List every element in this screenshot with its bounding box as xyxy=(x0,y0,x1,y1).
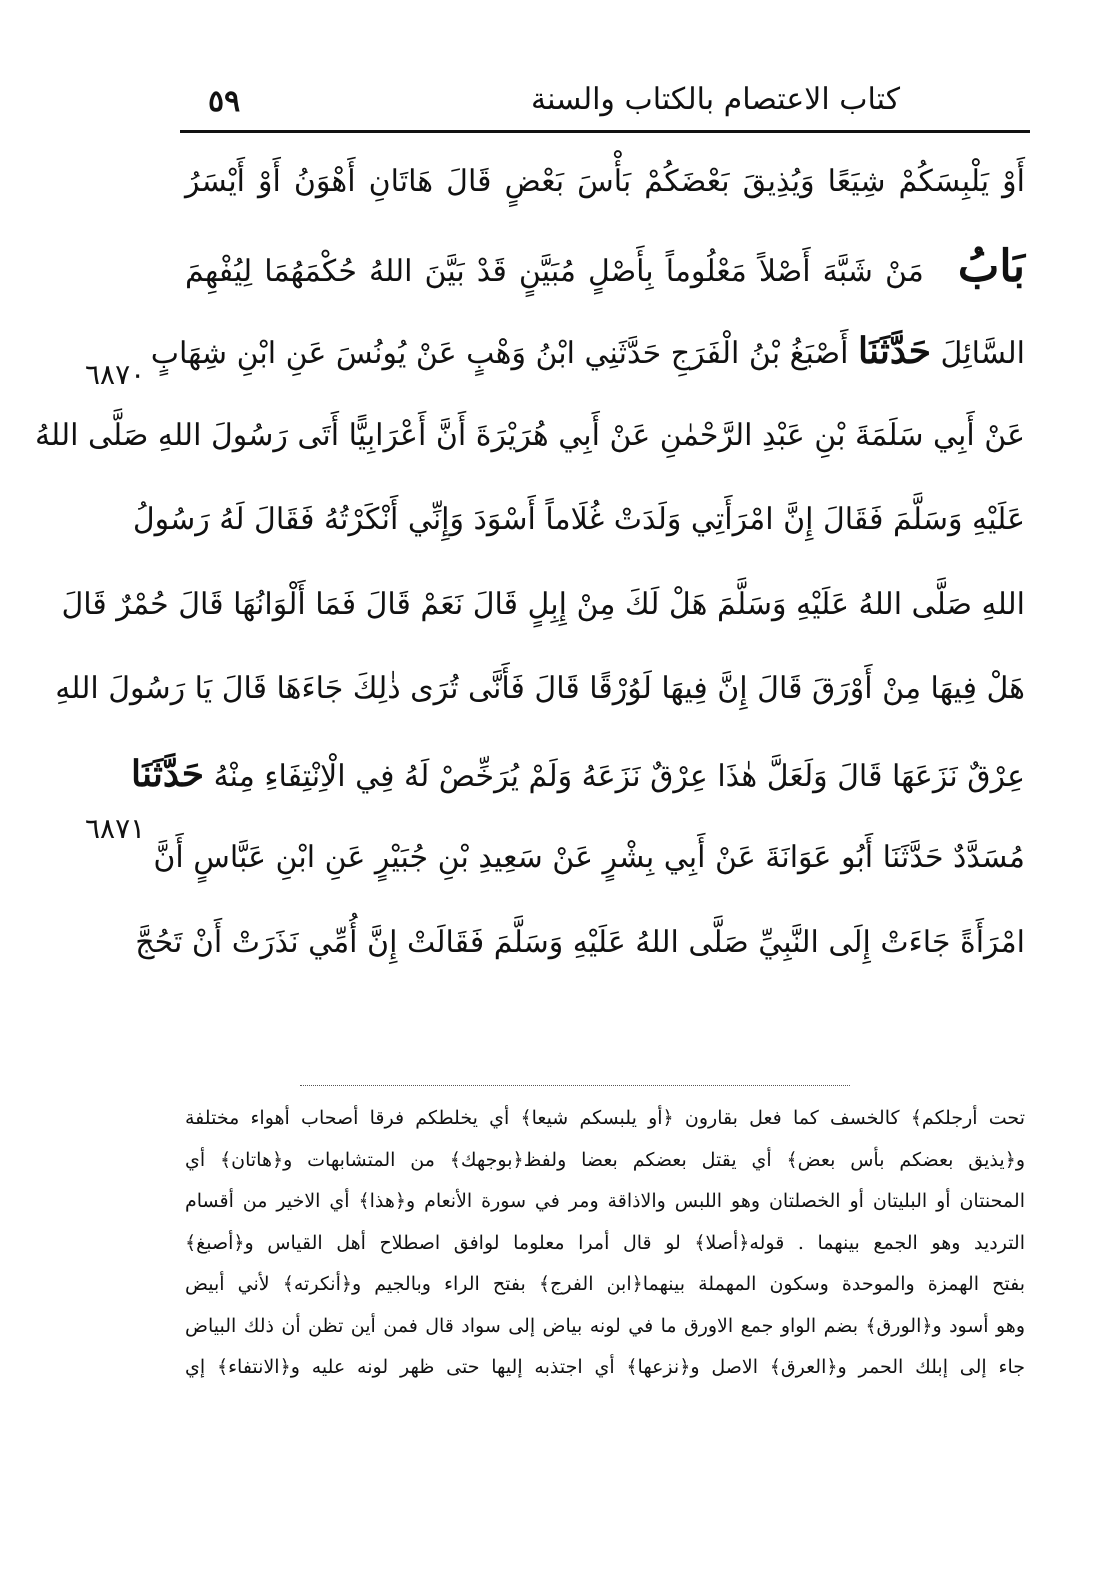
running-header xyxy=(180,78,1030,130)
text-segment: اللهِ صَلَّى اللهُ عَلَيْهِ وَسَلَّمَ هَلْ لَكَ مِنْ إِبِلٍ قَالَ نَعَمْ قَالَ فَمَا أَلْوَانُهَا قَالَ حُمْرٌ قَالَ xyxy=(61,586,1025,622)
book-title: كتاب الاعتصام بالكتاب والسنة xyxy=(531,82,900,117)
text-line xyxy=(185,225,1025,310)
text-line xyxy=(132,478,1025,563)
text-segment: امْرَأَةً جَاءَتْ إِلَى النَّبِيِّ صَلَّى اللهُ عَلَيْهِ وَسَلَّمَ فَقَالَتْ إِنَّ أُمِّي نَذَرَتْ أَنْ تَحُجَّ xyxy=(135,924,1025,960)
text-line xyxy=(153,816,1025,901)
footnote-line: الترديد وهو الجمع بينهما . قوله﴿أصلا﴾ لو قال أمرا معلوما لوافق اصطلاح أهل القياس و﴿أصبغ﴾ xyxy=(185,1231,1025,1254)
footnote-separator xyxy=(300,1085,850,1086)
text-segment: عَنْ أَبِي سَلَمَةَ بْنِ عَبْدِ الرَّحْمٰنِ عَنْ أَبِي هُرَيْرَةَ أَنَّ أَعْرَابِيًّا أَتَى رَسُولَ اللهِ صَلَّى اللهُ xyxy=(34,417,1025,453)
text-segment: عَلَيْهِ وَسَلَّمَ فَقَالَ إِنَّ امْرَأَتِي وَلَدَتْ غُلَاماً أَسْوَدَ وَإِنِّي أَنْكَرْتُهُ فَقَالَ لَهُ رَسُولُ xyxy=(132,502,1025,537)
text-line xyxy=(131,732,1025,817)
hadith-number: ٦٨٧١ xyxy=(85,812,146,845)
footnote-line: تحت أرجلكم﴾ كالخسف كما فعل بقارون ﴿أو يلبسكم شيعا﴾ أي يخلطكم فرقا أصحاب أهواء مختلفة xyxy=(185,1107,1025,1129)
footnote-line: وهو أسود و﴿الورق﴾ بضم الواو جمع الاورق ما في لونه بياض إلى سواد قال فمن أين تظن أن ذلك البياض xyxy=(185,1314,1025,1337)
text-line xyxy=(61,563,1025,648)
chapter-heading: بَابُ xyxy=(957,240,1025,292)
text-segment: عِرْقٌ نَزَعَهَا قَالَ وَلَعَلَّ هٰذَا عِرْقٌ نَزَعَهُ وَلَمْ يُرَخِّصْ لَهُ فِي الْاِنْتِفَاءِ مِنْهُ xyxy=(213,758,1025,794)
text-line xyxy=(185,140,1025,225)
text-segment: مَنْ شَبَّهَ أَصْلاً مَعْلُوماً بِأَصْلٍ مُبَيَّنٍ قَدْ بَيَّنَ اللهُ حُكْمَهُمَا لِيُفْهِمَ xyxy=(185,253,924,289)
haddathana-marker: حَدَّثَنَا xyxy=(857,330,931,372)
text-segment: هَلْ فِيهَا مِنْ أَوْرَقَ قَالَ إِنَّ فِيهَا لَوُرْقًا قَالَ فَأَنَّى تُرَى ذٰلِكَ جَاءَهَا قَالَ يَا رَسُولَ اللهِ xyxy=(55,671,1025,706)
footnote-line: المحنتان أو البليتان أو الخصلتان وهو اللبس والاذاقة ومر في سورة الأنعام و﴿هذا﴾ أي الاخير من أقسام xyxy=(185,1190,1025,1212)
text-line xyxy=(34,394,1025,479)
text-segment: مُسَدَّدٌ حَدَّثَنَا أَبُو عَوَانَةَ عَنْ أَبِي بِشْرٍ عَنْ سَعِيدِ بْنِ جُبَيْرٍ عَنِ ابْنِ عَبَّاسٍ أَنَّ xyxy=(153,840,1025,875)
footnote-line: جاء إلى إبلك الحمر و﴿العرق﴾ الاصل و﴿نزعها﴾ أي اجتذبه إليها حتى ظهر لونه عليه و﴿الانتفاء﴾ إي xyxy=(185,1356,1025,1378)
header-rule xyxy=(180,130,1030,133)
footnote-line: بفتح الهمزة والموحدة وسكون المهملة بينهما﴿ابن الفرج﴾ بفتح الراء وبالجيم و﴿أنكرته﴾ لأني أبيض xyxy=(185,1273,1025,1295)
text-line xyxy=(135,901,1025,986)
text-segment: أَصْبَغُ بْنُ الْفَرَجِ حَدَّثَنِي ابْنُ وَهْبٍ عَنْ يُونُسَ عَنِ ابْنِ شِهَابٍ xyxy=(150,336,849,371)
footnote-line: و﴿يذيق بعضكم بأس بعض﴾ أي يقتل بعضكم بعضا ولفظ﴿بوجهك﴾ من المتشابهات و﴿هاتان﴾ أي xyxy=(185,1148,1025,1171)
haddathana-marker: حَدَّثَنَا xyxy=(131,752,205,795)
page-number: ٥٩ xyxy=(208,84,241,119)
hadith-number: ٦٨٧٠ xyxy=(85,358,146,391)
text-line xyxy=(55,647,1025,732)
text-segment: السَّائِلَ xyxy=(940,336,1025,371)
text-segment: أَوْ يَلْبِسَكُمْ شِيَعًا وَيُذِيقَ بَعْضَكُمْ بَأْسَ بَعْضٍ قَالَ هَاتَانِ أَهْوَنُ أَوْ أَيْسَرُ xyxy=(185,164,1025,199)
footnotes xyxy=(185,1098,1025,1389)
text-line xyxy=(150,309,1025,394)
